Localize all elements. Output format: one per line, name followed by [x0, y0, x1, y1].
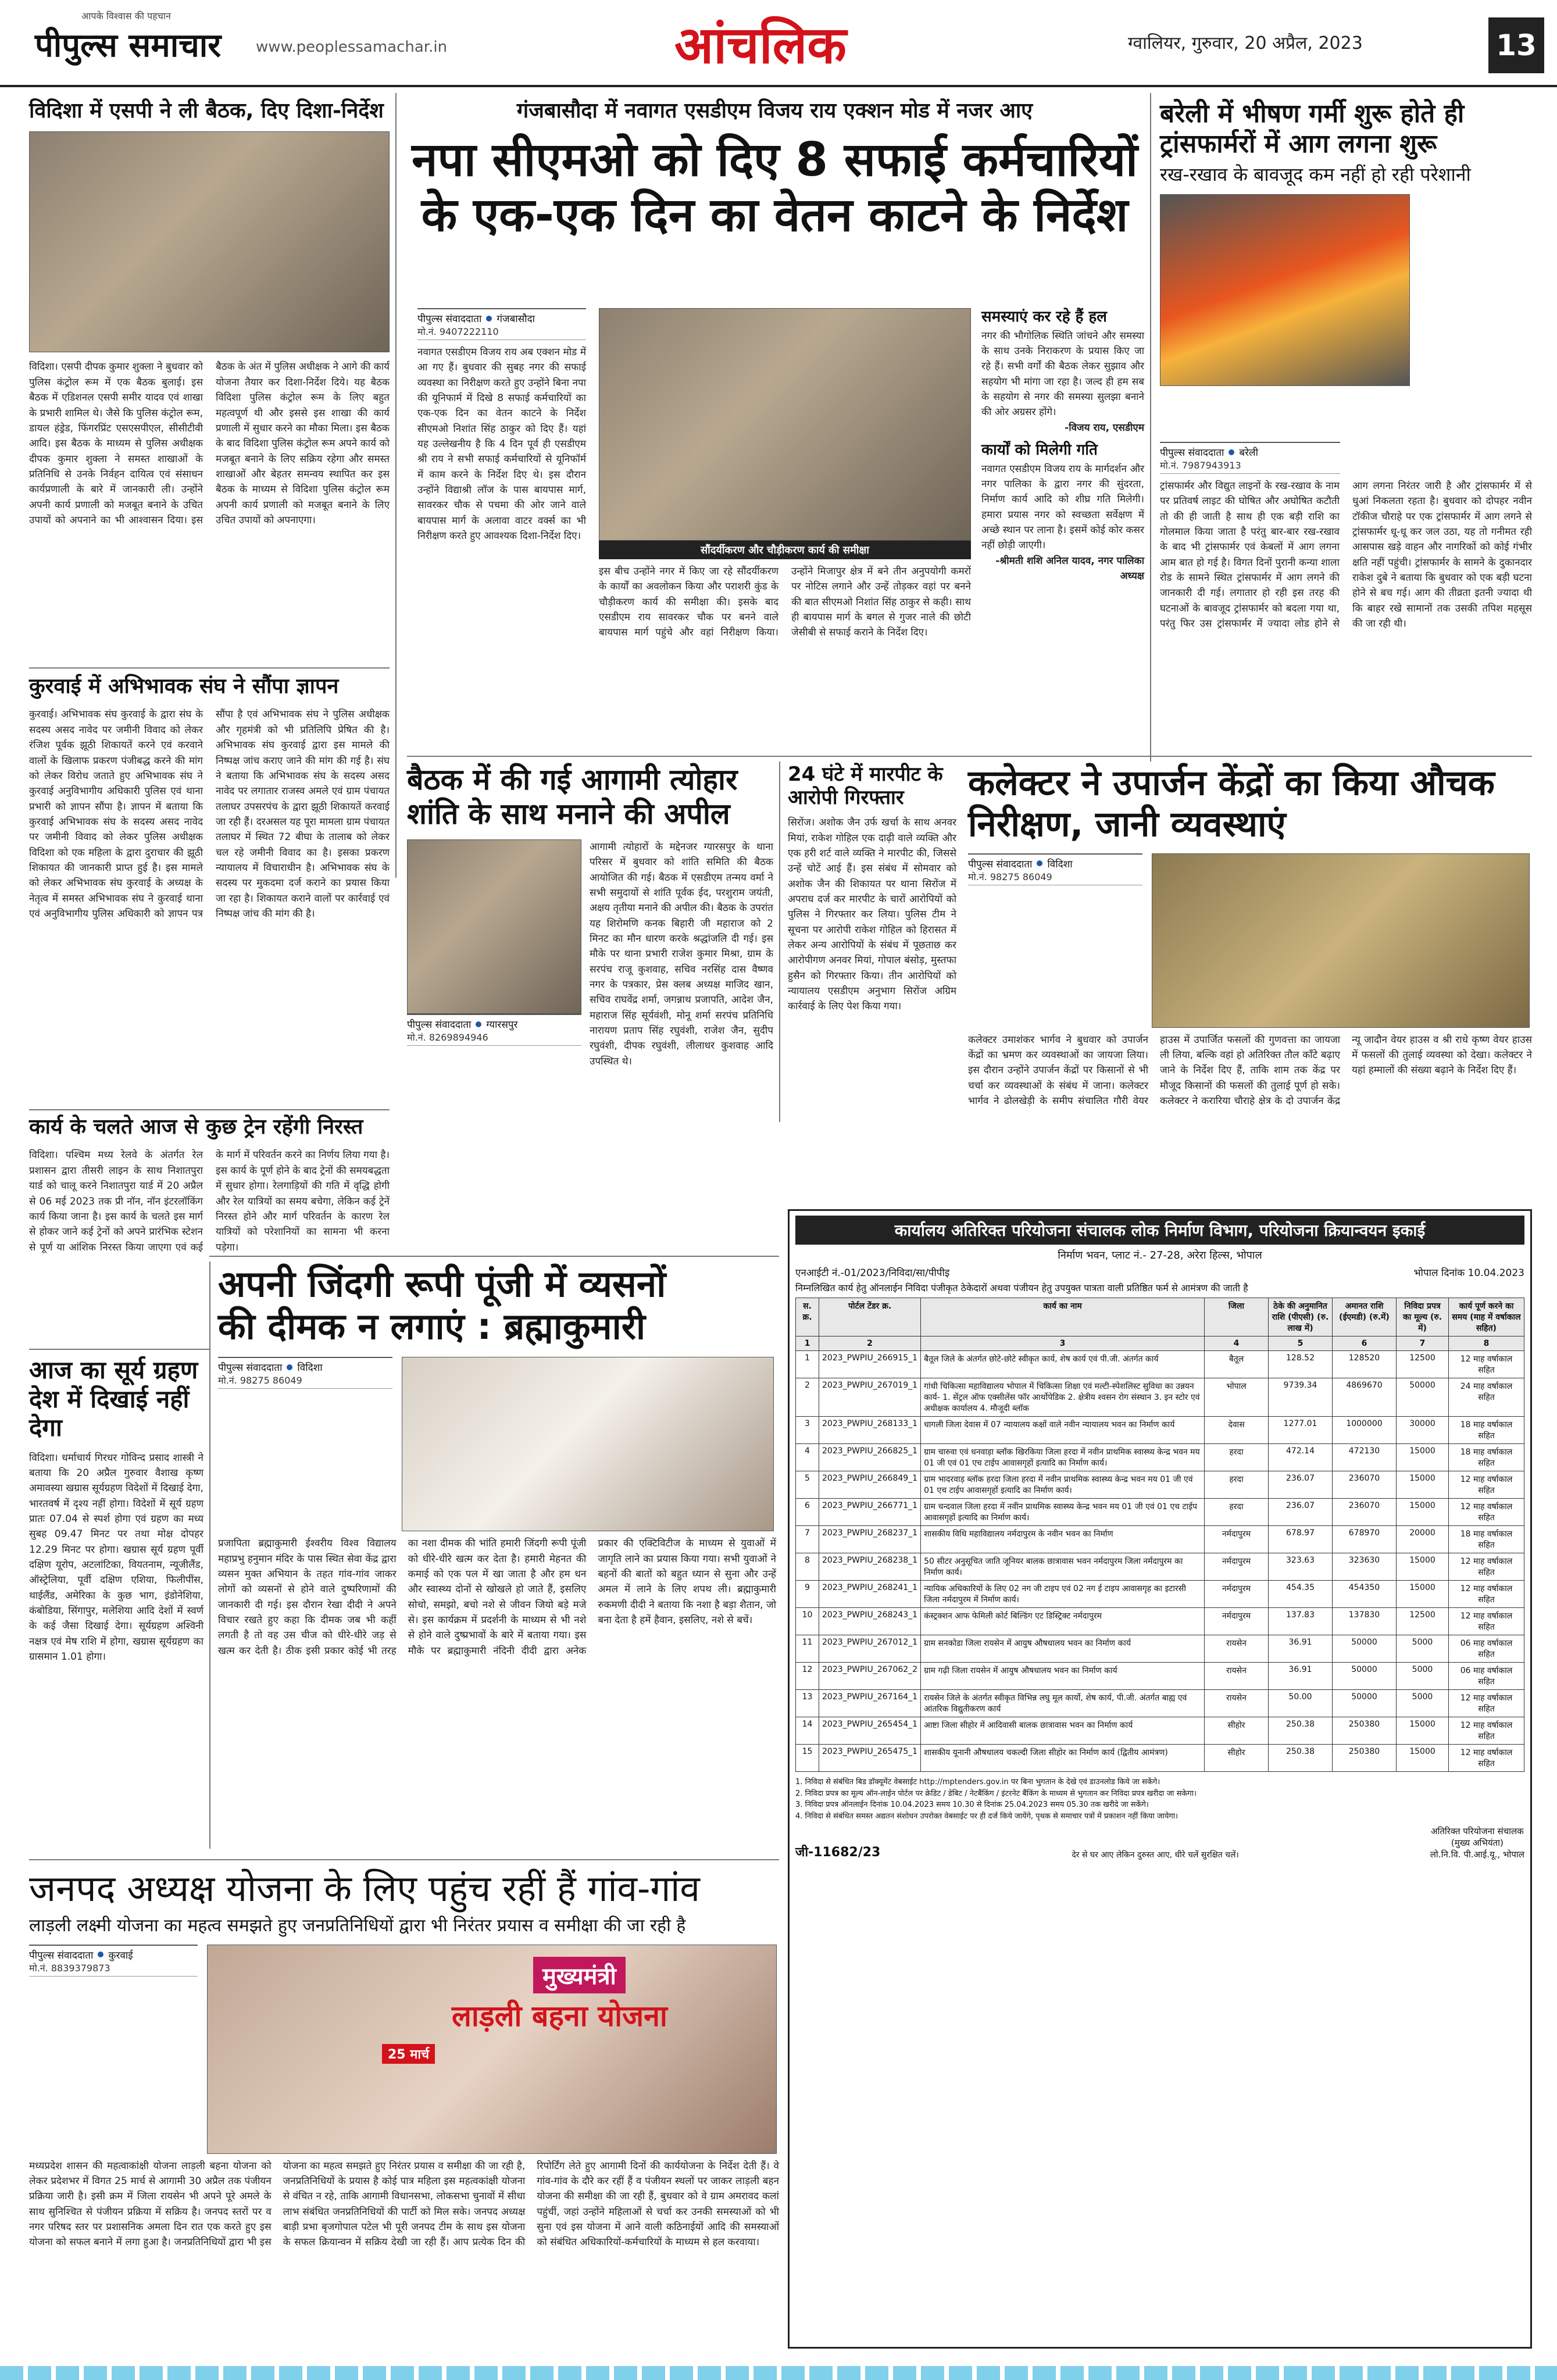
table-cell: 2023_PWPIU_268133_1 [819, 1417, 921, 1444]
table-cell: नर्मदापुरम [1205, 1553, 1269, 1581]
tender-header-row [796, 1298, 1524, 1336]
ganj-photo-block [599, 308, 971, 641]
table-cell: 12 माह वर्षाकाल सहित [1449, 1553, 1524, 1581]
byline: पीपुल्स संवाददाता विदिशा [218, 1357, 392, 1374]
table-cell: ग्राम चन्दवाल जिला हरदा में नवीन प्राथमिक स्वास्थ्य केन्द्र भवन मय 01 जी एवं 01 एच टाईप आवासगृहों इत्यादि का निर्माण कार्य। [921, 1499, 1205, 1526]
bareli-body-block [1160, 308, 1532, 631]
table-cell: 50000 [1333, 1690, 1397, 1717]
table-cell: 15000 [1397, 1499, 1449, 1526]
byline: पीपुल्स संवाददाता बरेली [1160, 442, 1340, 459]
column-rule [209, 1262, 210, 1849]
table-cell: 2023_PWPIU_267062_2 [819, 1663, 921, 1690]
tender-colnum-cell: 8 [1449, 1336, 1524, 1351]
byline: पीपुल्स संवाददाता ग्यारसपुर [407, 1014, 581, 1031]
table-cell: 250380 [1333, 1717, 1397, 1745]
table-cell: 2023_PWPIU_266825_1 [819, 1444, 921, 1471]
tender-colnum-cell: 1 [796, 1336, 819, 1351]
headline: बरेली में भीषण गर्मी शुरू होते ही ट्रांसफार्मरों में आग लगना शुरू [1160, 99, 1465, 159]
table-cell: हरदा [1205, 1471, 1269, 1499]
tender-intro: निम्नलिखित कार्य हेतु ऑनलाईन निविदा पंजीकृत ठेकेदारों अथवा पंजीयन हेतु उपयुक्त पात्रता वाली प्रतिष्ठित फर्म से आमंत्रण की जाती है [795, 1282, 1248, 1293]
section-title: आंचलिक [674, 15, 847, 75]
table-cell: 128520 [1333, 1351, 1397, 1378]
headline: आज का सूर्य ग्रहण देश में दिखाई नहीं देगा [29, 1356, 198, 1442]
table-cell: 472130 [1333, 1444, 1397, 1471]
sidebar-body-2: नवागत एसडीएम विजय राय के मार्गदर्शन और नगर पालिका के द्वारा नगर की सुंदरता, निर्माण कार्य आदि को शीघ्र गति मिलेगी। हमारा प्रयास नगर को स्वच्छता सर्वेक्षण में अच्छे स्थान पर लाना है। इसमें कोई कोर कसर नहीं छोड़ी जाएगी। [981, 463, 1144, 552]
table-cell: 06 माह वर्षाकाल सहित [1449, 1635, 1524, 1663]
table-cell: ग्राम गढ़ी जिला रायसेन में आयुष औषधालय भवन का निर्माण कार्य [921, 1663, 1205, 1690]
table-cell: 236070 [1333, 1499, 1397, 1526]
headline: कुरवाई में अभिभावक संघ ने सौंपा ज्ञापन [29, 674, 339, 698]
tender-note: 4. निविदा से संबंधित समस्त अद्यतन संशोधन उपरोक्त वेबसाईट पर ही दर्ज किये जायेंगे, पृथक से समाचार पत्रों में प्रकाशन नहीं किया जायेगा। [795, 1811, 1178, 1821]
bottom-color-band [0, 2366, 1557, 2380]
table-cell: 1000000 [1333, 1417, 1397, 1444]
article-body: कुरवाई। अभिभावक संघ कुरवाई के द्वारा संघ के सदस्य असद नावेद पर जमीनी विवाद को लेकर रंजिश पूर्वक झूठी शिकायतें करने एवं करवाने वालों के खिलाफ प्रकरण पंजीबद्ध करने की मांग को लेकर विरोध जताते हुए अभिभावक संघ ने कुरवाई अनुविभागीय अधिकारी पुलिस एवं थाना प्रभारी को ज्ञापन सौंपा है। ज्ञापन में बताया कि कुरवाई अभिभावक संघ के सदस्य असद नावेद पर जमीनी विवाद को लेकर पुलिस अधीक्षक विदिशा को एक महिला के द्वारा दुराचार की झूठी शिकायत की जानकारी प्राप्त हुई है। इस मामले को लेकर अभिभावक संघ कुरवाई के अध्यक्ष के नेतृत्व में समस्त अभिभावक संघ ने कुरवाई थाना एवं अनुविभागीय पुलिस अधिकारी को ज्ञापन पत्र सौंपा है एवं अभिभावक संघ ने पुलिस अधीक्षक और गृहमंत्री को भी प्रतिलिपि प्रेषित की है। अभिभावक संघ कुरवाई द्वारा इस मामले की निष्पक्ष जांच कराए जाने की मांग की गई है। संघ ने बताया कि अभिभावक संघ के सदस्य असद नावेद पर लगातार राजस्व अमले एवं ग्राम पंचायत तलाघर उपसरपंच के द्वारा झूठी शिकायतें करवाई जा रही हैं। दरअसल यह पूरा मामला ग्राम पंचायत तलाघर में स्थित 72 बीघा के तालाब को लेकर चल रहे जमीनी विवाद का है। इसका प्रकरण न्यायालय में विचाराधीन है। अभिभावक संघ के सदस्य पर मुकदमा दर्ज कराने का प्रयास किया जा रहा है। शिकायत कराने वालों पर कार्रवाई एवं निष्पक्ष जांच की मांग की है। [29, 709, 390, 920]
table-cell: न्यायिक अधिकारियों के लिए 02 नग जी टाइप एवं 02 नग ई टाइप आवासगृह का इटारसी जिला नर्मदापुरम में निर्माण कार्य। [921, 1581, 1205, 1608]
table-cell: 12 माह वर्षाकाल सहित [1449, 1717, 1524, 1745]
table-cell: ग्राम भादरवाड़ ब्लॉक हरदा जिला हरदा में नवीन प्राथमिक स्वास्थ्य केन्द्र भवन मय 01 जी एवं 01 एच टाईप आवासगृहों इत्यादि का निर्माण कार्य। [921, 1471, 1205, 1499]
table-cell: नर्मदापुरम [1205, 1608, 1269, 1635]
table-cell: 12 माह वर्षाकाल सहित [1449, 1499, 1524, 1526]
dateline: ग्वालियर, गुरुवार, 20 अप्रैल, 2023 [1128, 33, 1363, 53]
table-cell: 137.83 [1269, 1608, 1333, 1635]
table-cell: 9739.34 [1269, 1378, 1333, 1417]
table-cell: 15000 [1397, 1581, 1449, 1608]
article-body: कलेक्टर उमाशंकर भार्गव ने बुधवार को उपार्जन केंद्रों का भ्रमण कर व्यवस्थाओं का जायजा लिया। इस दौरान उन्होंने उपार्जन केंद्रों पर किसानों से भी चर्चा कर व्यवस्थाओं के संबंध में जाना। कलेक्टर भार्गव ने ढोलखेड़ी के समीप संचालित गौरी वेयर हाउस में उपार्जित फसलों की गुणवत्ता का जायजा ली लिया, बल्कि वहां हो अतिरिक्त तौल काँटे बढ़ाए जाने के निर्देश दिए हैं, ताकि शाम तक केंद्र पर मौजूद किसानों की फसलों की तुलाई पूर्ण हो सके। कलेक्टर ने करारिया चौराहे क्षेत्र के दो उपार्जन केंद्र न्यू जादौन वेयर हाउस व श्री राधे कृष्ण वेयर हाउस में फसलों की तुलाई व्यवस्था को देखा। कलेक्टर ने यहां हम्मालों की संख्या बढ़ाने के निर्देश दिए हैं। [968, 1034, 1532, 1107]
table-cell: हरदा [1205, 1444, 1269, 1471]
table-cell: 12 माह वर्षाकाल सहित [1449, 1351, 1524, 1378]
headline-line-1: अपनी जिंदगी रूपी पूंजी में व्यसनों [218, 1263, 666, 1305]
photo-procurement-center [1152, 853, 1530, 1028]
column-rule [1150, 93, 1151, 762]
banner-title: मुख्यमंत्री [533, 1957, 626, 1993]
article-body: विदिशा। धर्माचार्य गिरधर गोविन्द प्रसाद शास्त्री ने बताया कि 20 अप्रैल गुरुवार वैशाख कृष्ण अमावस्या खग्रास सूर्यग्रहण विदेशों में दिखाई देगा, भारतवर्ष में दृश्य नहीं होगा। विदेशों में सूर्य ग्रहण प्रातः 07.04 से स्पर्श होगा एवं ग्रहण का मध्य सुबह 09.47 मिनट पर तथा मोक्ष दोपहर 12.29 मिनट पर होगा। खग्रास सूर्य ग्रहण पूर्वी दक्षिण यूरोप, अटलांटिका, वियतनाम, न्यूजीलैंड, ऑस्ट्रेलिया, पूर्वी दक्षिण एशिया, फिलीपींस, थाईलैंड, अमेरिका के कुछ भाग, इंडोनेशिया, कंबोडिया, सिंगापुर, मलेशिया आदि देशों में स्वर्ण के कई जैसा दिखाई देगा। सूर्यग्रहण अश्विनी नक्षत्र एवं मेष राशि में होगा, खग्रास सूर्यग्रहण का ग्रासमान 1.01 होगा। [29, 1452, 203, 1663]
table-cell: नर्मदापुरम [1205, 1581, 1269, 1608]
table-row [796, 1444, 1524, 1471]
tender-ref: एनआईटी नं.-01/2023/निविदा/सा/पीपीइ [795, 1267, 950, 1279]
table-cell: 5000 [1397, 1635, 1449, 1663]
story-arrest [788, 763, 956, 1014]
section-rule [29, 1349, 209, 1350]
tender-header-cell: पोर्टल टेंडर क्र. [819, 1298, 921, 1336]
tender-colnum-cell: 2 [819, 1336, 921, 1351]
tender-header-cell: अमानत राशि (ईएमडी) (रु.में) [1333, 1298, 1397, 1336]
section-rule [209, 1256, 779, 1257]
table-cell: 472.14 [1269, 1444, 1333, 1471]
sidebar-heading-1: समस्याएं कर रहे हैं हल [981, 308, 1107, 326]
column-rule [779, 762, 780, 1122]
table-cell: सीहोर [1205, 1717, 1269, 1745]
table-row [796, 1417, 1524, 1444]
byline: पीपुल्स संवाददाता विदिशा [968, 853, 1142, 870]
headline-line-2: के एक-एक दिन का वेतन काटने के निर्देश [421, 187, 1129, 242]
section-rule [29, 1109, 390, 1110]
mobile-number: मो.नं. 8839379873 [29, 1961, 198, 1977]
table-row [796, 1378, 1524, 1417]
article-body: विदिशा। पश्चिम मध्य रेलवे के अंतर्गत रेल प्रशासन द्वारा तीसरी लाइन के साथ निशातपुरा यार्ड को चालू करने निशातपुरा यार्ड में 20 अप्रैल से 06 मई 2023 तक प्री नॉन, नॉन इंटरलॉकिंग कार्य किया जाना है। इस कार्य के चलते इस मार्ग से होकर जाने कई ट्रेनों को अपने प्रारंभिक स्टेशन से पूर्ण या आंशिक निरस्त किया जाएगा एवं कई के मार्ग में परिवर्तन करने का निर्णय लिया गया है। इस कार्य के पूर्ण होने के बाद ट्रेनों की समयबद्धता में सुधार होगा। रेलगाड़ियों की गति में वृद्धि होगी और रेल यात्रियों का समय बचेगा, लेकिन कई ट्रेनें निरस्त होने और मार्ग परिवर्तन के कारण रेल यात्रियों को परेशानियों का सामना भी करना पड़ेगा। [29, 1149, 390, 1253]
tender-header-cell: कार्य का नाम [921, 1298, 1205, 1336]
table-cell: 2023_PWPIU_266771_1 [819, 1499, 921, 1526]
table-cell: 5000 [1397, 1690, 1449, 1717]
tender-footer: देर से घर आए लेकिन दुरुस्त आए, धीरे चलें सुरक्षित चलें। [1072, 1850, 1239, 1860]
tender-header-cell: निविदा प्रपत्र का मूल्य (रु. में) [1397, 1298, 1449, 1336]
tender-note: 2. निविदा प्रपत्र का मूल्य ऑन-लाईन पोर्टल पर क्रेडिट / डेबिट / नेटबैंकिंग / इंटरनेट बैंकिंग के माध्यम से भुगतान कर निविदा प्रपत्र खरीदा जा सकेगा। [795, 1789, 1197, 1798]
table-cell: 250.38 [1269, 1745, 1333, 1772]
table-cell: कंस्ट्रक्शन आफ फेमिली कोर्ट बिल्डिंग एट डिस्ट्रिक्ट नर्मदापुरम [921, 1608, 1205, 1635]
sidebar-quote-1: -विजय राय, एसडीएम [1065, 421, 1144, 434]
table-cell: 50000 [1333, 1663, 1397, 1690]
tender-notice [788, 1209, 1532, 2349]
story-brahmakumari [218, 1263, 776, 1659]
tender-address: निर्माण भवन, प्लाट नं.- 27-28, अरेरा हिल्स, भोपाल [1058, 1249, 1262, 1262]
story-collector [968, 763, 1532, 1109]
headline: कार्य के चलते आज से कुछ ट्रेन रहेंगी निरस्त [29, 1115, 363, 1139]
table-cell: 128.52 [1269, 1351, 1333, 1378]
table-cell: ग्राम सनकोडा जिला रायसेन में आयुष औषधालय भवन का निर्माण कार्य [921, 1635, 1205, 1663]
table-cell: 2023_PWPIU_268238_1 [819, 1553, 921, 1581]
table-cell: 2023_PWPIU_265454_1 [819, 1717, 921, 1745]
tender-header-cell: कार्य पूर्ण करने का समय (माह में वर्षाकाल सहित) [1449, 1298, 1524, 1336]
mobile-number: मो.नं. 9407222110 [417, 325, 586, 340]
caption-body: इस बीच उन्होंने नगर में किए जा रहे सौंदर्यीकरण के कार्यों का अवलोकन किया और पराशरी कुंड के चौड़ीकरण कार्य की समीक्षा की। इसके बाद एसडीएम राय सावरकर चौक पर बनने वाले बायपास मार्ग पहुंचे और वहां निरीक्षण किया। उन्होंने मिजापुर क्षेत्र में बने तीन अनुपयोगी कमरों पर नोटिस लगाने और उन्हें तोड़कर वहां पर बनने की बात सीएमओ निशांत सिंह ठाकुर से कही। साथ ही बायपास मार्ग के बगल से गुजर नाले की छोटी जेसीबी से सफाई कराने के निर्देश दिए। [599, 566, 971, 639]
sidebar-heading-2: कार्यों को मिलेगी गति [981, 441, 1098, 459]
table-cell: 18 माह वर्षाकाल सहित [1449, 1444, 1524, 1471]
table-cell: 12 माह वर्षाकाल सहित [1449, 1581, 1524, 1608]
table-cell: बैतूल [1205, 1351, 1269, 1378]
tender-note: 3. निविदा प्रपत्र ऑनलाईन दिनांक 10.04.2023 समय 10.30 से दिनांक 25.04.2023 समय 05.30 तक खरीदे जा सकेंगे। [795, 1800, 1149, 1809]
table-cell: हरदा [1205, 1499, 1269, 1526]
mobile-number: मो.नं. 8269894946 [407, 1031, 581, 1046]
table-cell: रायसेन जिले के अंतर्गत स्वीकृत विभिन्न लघु मूल कार्यो, शेष कार्य, पी.जी. अंतर्गत बाह्य एवं आंतरिक विद्युतीकरण कार्य [921, 1690, 1205, 1717]
table-cell: 50 सीटर अनुसूचित जाति जूनियर बालक छात्रावास भवन नर्मदापुरम जिला नर्मदापुरम का निर्माण कार्य। [921, 1553, 1205, 1581]
headline-line-1: नपा सीएमओ को दिए 8 सफाई कर्मचारियों [412, 133, 1138, 187]
article-body: आगामी त्योहारों के मद्देनजर ग्यारसपुर के थाना परिसर में बुधवार को शांति समिति की बैठक आयोजित की गई। बैठक में एसडीएम तन्मय वर्मा ने सभी समुदायों से शांति पूर्वक ईद, परशुराम जयंती, अक्षय तृतीया मनाने की अपील की। बैठक के उपरांत यह शिरोमणि कनक बिहारी जी महाराज को 2 मिनट का मौन धारण करके श्रद्धांजलि दी गई। इस मौके पर थाना प्रभारी राजेश कुमार मिश्रा, ग्राम के सरपंच राजू कुशवाह, सचिव नरसिंह दास वैष्णव नगर के पत्रकार, प्रेस क्लब अध्यक्ष माजिद खान, सचिव राघवेंद्र शर्मा, जगन्नाथ प्रजापति, आदेश जैन, महाराज सिंह सूर्यवंशी, मोनू शर्मा सरपंच प्रतिनिधि नारायण प्रताप सिंह रघुवंशी, राजेश जैन, सुदीप रघुवंशी, दीपक रघुवंशी, लीलाधर कुशवाह आदि उपस्थित थे। [590, 841, 773, 1067]
table-row [796, 1635, 1524, 1663]
subhead: रख-रखाव के बावजूद कम नहीं हो रही परेशानी [1160, 163, 1471, 185]
bullet-icon [1037, 860, 1042, 866]
article-body: प्रजापिता ब्रह्माकुमारी ईश्वरीय विश्व विद्यालय महाप्रभु हनुमान मंदिर के पास स्थित सेवा केंद्र द्वारा व्यसन मुक्त अभियान के तहत गांव-गांव जाकर लोगों को व्यसनों से होने वाले दुष्परिणामों की जानकारी दी गई। इस दौरान रेखा दीदी ने अपने विचार रखते हुए कहा कि दीमक जब भी कहीं लगती है तो वह उस चीज को धीरे-धीरे जड़ से खत्म कर देती है। ठीक इसी प्रकार कोई भी तरह का नशा दीमक की भांति हमारी जिंदगी रूपी पूंजी को धीरे-धीरे खत्म कर देता है। हमारी मेहनत की कमाई को एक पल में खा जाता है और हम धन और स्वास्थ्य दोनों से खोखले हो जाते हैं, इसलिए सोचो, समझो, बचो नशे से जीवन जियो बड़े मजे से। इस कार्यक्रम में प्रदर्शनी के माध्यम से भी नशे से होने वाले दुष्प्रभावों के बारे में बताया गया। इस मौके पर ब्रह्माकुमारी नंदिनी दीदी द्वारा अनेक प्रकार की एक्टिविटीज के माध्यम से युवाओं में जागृति लाने का प्रयास किया गया। सभी युवाओं ने बहनों की बातों को बहुत ध्यान से सुना और उन्हें अमल में लाने के लिए शपथ ली। ब्रह्माकुमारी रुकमणी दीदी ने बताया कि नशा है बड़ा शैतान, जो बना देता है हमें हैवान, इसलिए, नशे से बचें। [218, 1538, 776, 1657]
page-number: 13 [1488, 17, 1544, 73]
table-cell: 678.97 [1269, 1526, 1333, 1553]
table-cell: 323630 [1333, 1553, 1397, 1581]
section-rule [29, 1859, 779, 1860]
tender-code: जी-11682/23 [795, 1845, 881, 1860]
table-cell: 236070 [1333, 1471, 1397, 1499]
headline: कलेक्टर ने उपार्जन केंद्रों का किया औचक निरीक्षण, जानी व्यवस्थाएं [968, 763, 1495, 845]
story-kurwai [29, 674, 390, 921]
table-cell: 12500 [1397, 1608, 1449, 1635]
table-row [796, 1717, 1524, 1745]
table-cell: 15000 [1397, 1471, 1449, 1499]
table-cell: सीहोर [1205, 1745, 1269, 1772]
tender-colnum-cell: 6 [1333, 1336, 1397, 1351]
table-cell: 12500 [1397, 1351, 1449, 1378]
table-cell: 8 [796, 1553, 819, 1581]
table-cell: 50.00 [1269, 1690, 1333, 1717]
table-cell: 454350 [1333, 1581, 1397, 1608]
table-row [796, 1663, 1524, 1690]
mobile-number: मो.नं. 98275 86049 [968, 870, 1142, 885]
table-cell: 1 [796, 1351, 819, 1378]
table-cell: 323.63 [1269, 1553, 1333, 1581]
headline: 24 घंटे में मारपीट के आरोपी गिरफ्तार [788, 763, 943, 810]
subhead: लाड़ली लक्ष्मी योजना का महत्व समझते हुए जनप्रतिनिधियों द्वारा भी निरंतर प्रयास व समीक्षा की जा रही है [29, 1916, 686, 1936]
tender-colnum-cell: 4 [1205, 1336, 1269, 1351]
mobile-number: मो.नं. 98275 86049 [218, 1374, 392, 1389]
table-cell: 2023_PWPIU_267164_1 [819, 1690, 921, 1717]
story-ladli-behna [29, 1867, 779, 2250]
bullet-icon [1229, 449, 1234, 455]
table-cell: 2023_PWPIU_268241_1 [819, 1581, 921, 1608]
table-cell: 1277.01 [1269, 1417, 1333, 1444]
table-cell: 2 [796, 1378, 819, 1417]
section-rule [407, 756, 1532, 757]
headline: जनपद अध्यक्ष योजना के लिए पहुंच रहीं हैं गांव-गांव [29, 1867, 700, 1910]
table-cell: 5000 [1397, 1663, 1449, 1690]
table-cell: 15000 [1397, 1745, 1449, 1772]
masthead-url[interactable]: www.peoplessamachar.in [256, 38, 448, 56]
table-cell: 678970 [1333, 1526, 1397, 1553]
tender-note: 1. निविदा से संबंधित बिड डॉक्यूमेंट वेबसाईट http://mptenders.gov.in पर बिना भुगतान के देखे एवं डाउनलोड किये जा सकेंगे। [795, 1778, 1160, 1786]
signature-line-3: लो.नि.वि. पी.आई.यू., भोपाल [1430, 1849, 1524, 1860]
tender-header-cell: ठेके की अनुमानित राशि (पीएसी) (रु. लाख में) [1269, 1298, 1333, 1336]
table-cell: 2023_PWPIU_266915_1 [819, 1351, 921, 1378]
story-festival-meeting [407, 763, 773, 1182]
table-cell: 454.35 [1269, 1581, 1333, 1608]
article-body: सिरोंज। अशोक जैन उर्फ खर्चा के साथ अनवर मियां, राकेश गोहिल एक दाढ़ी वाले व्यक्ति और एक हरी शर्ट वाले व्यक्ति ने मारपीट की, जिससे उन्हें चोटें आई हैं। इस संबंध में सोमवार को अशोक जैन की शिकायत पर थाना सिरोंज में अपराध दर्ज कर मारपीट के चारों आरोपियों को पुलिस ने गिरफ्तार कर लिया। पुलिस टीम ने सूचना पर आरोपी राकेश गोहिल को हिरासत में लेकर अन्य आरोपियों के संबंध में पूछताछ कर आरोपीगण अनवर मियां, गोपाल बंसोड़, मुस्तफा हुसैन को गिरफ्तार किया। तीन आरोपियों को न्यायालय एसडीएम अनुभाग सिरोंज अग्रिम कार्रवाई के लिए पेश किया गया। [788, 817, 956, 1013]
table-row [796, 1351, 1524, 1378]
byline: पीपुल्स संवाददाता गंजबासौदा [417, 308, 586, 325]
signature-line-2: (मुख्य अभियंता) [1451, 1838, 1504, 1848]
table-cell: 20000 [1397, 1526, 1449, 1553]
table-cell: 10 [796, 1608, 819, 1635]
photo-brahmakumari-event [402, 1357, 774, 1531]
story-sp-meeting [29, 99, 390, 528]
table-cell: ग्राम चारुवा एवं धनवाड़ा ब्लॉक खिरकिया जिला हरदा में नवीन प्राथमिक स्वास्थ्य केन्द्र भवन मय 01 जी एवं 01 एच टाईप आवासगृहों इत्यादि का निर्माण कार्य। [921, 1444, 1205, 1471]
table-cell: 2023_PWPIU_268243_1 [819, 1608, 921, 1635]
story-eclipse [29, 1356, 203, 1664]
table-cell: आष्टा जिला सीहोर में आदिवासी बालक छात्रावास भवन का निर्माण कार्य [921, 1717, 1205, 1745]
table-cell: 4 [796, 1444, 819, 1471]
table-cell: शासकीय यूनानी औषधालय चकल्दी जिला सीहोर का निर्माण कार्य (द्वितीय आमंत्रण) [921, 1745, 1205, 1772]
table-cell: 15000 [1397, 1553, 1449, 1581]
tender-notes [795, 1777, 1524, 1822]
tender-title: कार्यालय अतिरिक्त परियोजना संचालक लोक निर्माण विभाग, परियोजना क्रियान्वयन इकाई [795, 1216, 1524, 1245]
bullet-icon [486, 316, 492, 321]
signature-line-1: अतिरिक्त परियोजना संचालक [1431, 1826, 1524, 1836]
table-cell: 36.91 [1269, 1663, 1333, 1690]
table-cell: गांधी चिकित्सा महाविद्यालय भोपाल में चिकित्सा शिक्षा एवं मल्टी-स्पेशलिस्ट सुविधा का उन्नयन कार्य- 1. सेंट्रल ऑफ एक्सीलेंस फॉर आर्थोपेडिक 2. क्षेत्रीय श्वसन रोग संस्थान 3. इन स्टोर एवं अधीक्षक कार्यालय 4. मौजूदी ब्लॉक [921, 1378, 1205, 1417]
bullet-icon [98, 1952, 103, 1957]
banner-subtitle: लाड़ली बहना योजना [452, 1999, 667, 2033]
table-row [796, 1690, 1524, 1717]
mobile-number: मो.नं. 7987943913 [1160, 459, 1340, 474]
table-cell: 7 [796, 1526, 819, 1553]
article-body: ट्रांसफार्मर और विद्युत लाइनों के रख-रखाव के नाम पर प्रतिवर्ष लाइट की घोषित और अघोषित कटौती तो की ही जाती है साथ ही एक बड़ी राशि का गोलमाल किया जाता है परंतु बार-बार रख-रखाव के बाद भी ट्रांसफार्मर एवं केबलों में आग लगना आम बात हो गई है। विगत दिनों पुरानी कन्या शाला रोड के सामने स्थित ट्रांसफार्मर में आग लगने की जानकारी दी गई। लगातार हो रही इस तरह की घटनाओं के बावजूद ट्रांसफार्मर को बदला गया था, परंतु फिर उस ट्रांसफार्मर में ज्यादा लोड होने से आग लगना निरंतर जारी है और ट्रांसफार्मर में से धुआं निकलता रहता है। बुधवार को दोपहर नवीन टॉकीज चौराहे पर एक ट्रांसफार्मर में आग लगने से ट्रांसफार्मर धू-धू कर जल उठा, यह तो गनीमत रही आसपास खड़े वाहन और नागरिकों को कोई गंभीर क्षति नहीं पहुंची। ट्रांसफार्मर के सामने के दुकानदार राकेश दुबे ने बताया कि बुधवार को एक बड़ी घटना होने से बच गई। आग की तीव्रता इतनी ज्यादा थी कि बाहर रखे सामानों तक उसकी तपिश महसूस की जा रही थी। [1160, 480, 1532, 630]
table-cell: नर्मदापुरम [1205, 1526, 1269, 1553]
table-cell: 2023_PWPIU_267019_1 [819, 1378, 921, 1417]
table-cell: 50000 [1333, 1635, 1397, 1663]
table-cell: 12 माह वर्षाकाल सहित [1449, 1690, 1524, 1717]
table-cell: 11 [796, 1635, 819, 1663]
column-rule [395, 93, 397, 878]
table-cell: 2023_PWPIU_265475_1 [819, 1745, 921, 1772]
headline-line-2: की दीमक न लगाएं : ब्रह्माकुमारी [218, 1305, 646, 1348]
article-body: विदिशा। एसपी दीपक कुमार शुक्ला ने बुधवार को पुलिस कंट्रोल रूम में एक बैठक बुलाई। इस बैठक में एडिशनल एसपी समीर यादव एवं शाखा के प्रभारी शामिल थे। जैसे कि पुलिस कंट्रोल रूम, डायल हंड्रेड, फिंगरप्रिंट एसएसपीएल, सीसीटीवी आदि। इस बैठक के माध्यम से पुलिस अधीक्षक दीपक कुमार शुक्ला ने समस्त शाखाओं के प्रतिनिधि से उनके निर्वहन दायित्व एवं संसाधन कार्यप्रणाली के बारे में जानकारी ली। उन्होंने अपनी कार्य प्रणाली को मजबूत बनाने के उचित उपायों को अपनाने का भी आश्वासन दिया। इस बैठक के अंत में पुलिस अधीक्षक ने आगे की कार्य योजना तैयार कर दिशा-निर्देश दिये। यह बैठक विदिशा पुलिस कंट्रोल रूम के लिए बहुत महत्वपूर्ण थी और इससे इस शाखा की कार्य प्रणाली में सुधार करने का मौका मिला। इस बैठक के बाद विदिशा पुलिस कंट्रोल रूम अपने कार्य को मजबूत बनाने के लिए सक्रिय रहेगा और समस्त शाखाओं और बेहतर समन्वय स्थापित कर इस बैठक के माध्यम से विदिशा पुलिस कंट्रोल रूम अपनी कार्य प्रणाली को मजबूत बनाने के लिए उचित उपायों को अपनाएगा। [29, 361, 390, 526]
table-cell: 12 माह वर्षाकाल सहित [1449, 1745, 1524, 1772]
table-cell: 12 माह वर्षाकाल सहित [1449, 1608, 1524, 1635]
tender-colnum-cell: 5 [1269, 1336, 1333, 1351]
section-rule [29, 667, 390, 669]
table-cell: शासकीय विधि महाविद्यालय नर्मदापुरम के नवीन भवन का निर्माण [921, 1526, 1205, 1553]
photo-inspection [599, 308, 971, 541]
table-cell: 4869670 [1333, 1378, 1397, 1417]
tender-colnum-row [796, 1336, 1524, 1351]
table-row [796, 1553, 1524, 1581]
table-cell: 50000 [1397, 1378, 1449, 1417]
table-cell: बैतूल जिले के अंतर्गत छोटे-छोटे स्वीकृत कार्य, शेष कार्य एवं पी.जी. अंतर्गत कार्य [921, 1351, 1205, 1378]
tender-table [795, 1298, 1524, 1772]
table-row [796, 1499, 1524, 1526]
table-cell: भोपाल [1205, 1378, 1269, 1417]
ganj-byline-block [417, 308, 586, 544]
table-cell: 24 माह वर्षाकाल सहित [1449, 1378, 1524, 1417]
table-cell: 18 माह वर्षाकाल सहित [1449, 1417, 1524, 1444]
bullet-icon [476, 1021, 481, 1027]
table-cell: 236.07 [1269, 1499, 1333, 1526]
headline: बैठक में की गई आगामी त्योहार शांति के साथ मनाने की अपील [407, 763, 738, 831]
table-cell: धागली जिला देवास में 07 न्यायालय कक्षों वाले नवीन न्यायालय भवन का निर्माण कार्य [921, 1417, 1205, 1444]
article-body: मध्यप्रदेश शासन की महत्वाकांक्षी योजना लाड़ली बहना योजना को लेकर प्रदेशभर में विगत 25 मार्च से आगामी 30 अप्रैल तक पंजीयन प्रक्रिया जारी है। इसी क्रम में जिला रायसेन भी अपने पूरे अमले के साथ सुनिश्चित से पंजीयन प्रक्रिया में सक्रिय है। जनपद स्तरों पर व नगर परिषद स्तर पर प्रशासनिक अमला दिन रात एक करते हुए इस योजना को सफल बनाने में लगा हुआ है। जनप्रतिनिधियों द्वारा भी इस योजना का महत्व समझते हुए निरंतर प्रयास व समीक्षा की जा रही है, जनप्रतिनिधियों के प्रयास है कोई पात्र महिला इस महत्वकांक्षी योजना से वंचित न रहे, ताकि आगामी विधानसभा, लोकसभा चुनावों में सीधा लाभ संबंधित जनप्रतिनिधियों की पार्टी को मिल सके। जनपद अध्यक्ष बाड़ी प्रभा बृजगोपाल पटेल भी पूरी जनपद टीम के साथ इस योजना के सफल क्रियान्वन में सक्रिय देखी जा रही हैं। आप प्रत्येक दिन की रिपोर्टिंग लेते हुए आगामी दिनों की कार्ययोजना के निर्देश देती हैं। वे गांव-गांव के दौरे कर रहीं हैं व पंजीयन स्थलों पर जाकर लाड़ली बहन योजना की समीक्षा की जा रही हैं, बुधवार को वे ग्राम अमरावद कलां पहुंचीं, जहां उन्होंने महिलाओं से चर्चा कर उनकी समस्याओं को भी सुना एवं इस योजना में आने वाली कठिनाईयों आदि की समस्याओं को संबंधित अधिकारियों-कर्मचारियों के माध्यम से हल करवाया। [29, 2160, 779, 2249]
table-cell: 14 [796, 1717, 819, 1745]
story-ganjbasoda [407, 99, 1142, 255]
table-cell: 36.91 [1269, 1635, 1333, 1663]
table-cell: 137830 [1333, 1608, 1397, 1635]
table-cell: 30000 [1397, 1417, 1449, 1444]
table-cell: 18 माह वर्षाकाल सहित [1449, 1526, 1524, 1553]
kicker: गंजबासौदा में नवागत एसडीएम विजय राय एक्शन मोड में नजर आए [516, 99, 1033, 123]
table-cell: 15 [796, 1745, 819, 1772]
table-row [796, 1526, 1524, 1553]
headline: विदिशा में एसपी ने ली बैठक, दिए दिशा-निर्देश [29, 99, 384, 123]
table-cell: रायसेन [1205, 1690, 1269, 1717]
sidebar-quote-2: -श्रीमती शशि अनिल यादव, नगर पालिका अध्यक्ष [995, 555, 1144, 583]
table-cell: 12 [796, 1663, 819, 1690]
table-row [796, 1471, 1524, 1499]
table-cell: रायसेन [1205, 1663, 1269, 1690]
ganj-sidebar [981, 308, 1144, 584]
table-cell: 250.38 [1269, 1717, 1333, 1745]
table-cell: 15000 [1397, 1444, 1449, 1471]
table-cell: 3 [796, 1417, 819, 1444]
sidebar-body-1: नगर की भौगोलिक स्थिति जांचने और समस्या के साथ उनके निराकरण के प्रयास किए जा रहे हैं। सभी वर्गों की बैठक लेकर सुझाव और सहयोग भी मांगा जा रहा है। जल्द ही हम सब के सहयोग से नगर की समस्या सुलझा बनाने की ओर अग्रसर होंगे। [981, 330, 1144, 419]
tender-date: भोपाल दिनांक 10.04.2023 [1413, 1267, 1524, 1279]
banner-date: 25 मार्च [382, 2044, 435, 2064]
masthead-tagline: आपके विश्वास की पहचान [81, 10, 171, 22]
masthead [0, 0, 1557, 87]
table-cell: 2023_PWPIU_268237_1 [819, 1526, 921, 1553]
table-cell: 236.07 [1269, 1471, 1333, 1499]
tender-colnum-cell: 3 [921, 1336, 1205, 1351]
article-body: नवागत एसडीएम विजय राय अब एक्शन मोड में आ गए हैं। बुधवार की सुबह नगर की सफाई व्यवस्था का निरीक्षण करते हुए उन्होंने बिना नपा की यूनिफार्म में दिखे 8 सफाई कर्मचारियों का एक-एक दिन का वेतन काटने के निर्देश सीएमओ निशांत सिंह ठाकुर को दिए हैं। यहां यह उल्लेखनीय है कि 4 दिन पूर्व ही एसडीएम श्री राय ने सभी सफाई कर्मचारियों से यूनिफॉर्म में काम करने के निर्देश दिए थे। इस दौरान उन्होंने विद्याश्री लॉज के पास बायपास मार्ग, सावरकर चौक से पचमा की ओर जाने वाले बायपास मार्ग के अलावा वाटर वर्क्स का भी निरीक्षण करते हुए आवश्यक दिशा-निर्देश दिए। [417, 346, 586, 542]
table-cell: 2023_PWPIU_267012_1 [819, 1635, 921, 1663]
table-row [796, 1608, 1524, 1635]
story-trains [29, 1115, 390, 1255]
bullet-icon [287, 1364, 292, 1370]
photo-sp-meeting [29, 131, 390, 352]
tender-header-cell: जिला [1205, 1298, 1269, 1336]
byline: पीपुल्स संवाददाता कुरवाई [29, 1945, 198, 1961]
photo-ladli-behna-event [207, 1945, 777, 2154]
table-cell: 15000 [1397, 1717, 1449, 1745]
table-cell: 12 माह वर्षाकाल सहित [1449, 1471, 1524, 1499]
table-row [796, 1581, 1524, 1608]
table-cell: 9 [796, 1581, 819, 1608]
table-cell: 6 [796, 1499, 819, 1526]
photo-peace-committee [407, 839, 581, 1014]
tender-colnum-cell: 7 [1397, 1336, 1449, 1351]
table-cell: देवास [1205, 1417, 1269, 1444]
table-cell: 2023_PWPIU_266849_1 [819, 1471, 921, 1499]
photo-caption: सौंदर्यीकरण और चौड़ीकरण कार्य की समीक्षा [599, 541, 971, 559]
table-cell: 250380 [1333, 1745, 1397, 1772]
table-cell: 06 माह वर्षाकाल सहित [1449, 1663, 1524, 1690]
table-row [796, 1745, 1524, 1772]
table-cell: 5 [796, 1471, 819, 1499]
tender-header-cell: स. क्र. [796, 1298, 819, 1336]
table-cell: रायसेन [1205, 1635, 1269, 1663]
masthead-logo: पीपुल्स समाचार [35, 26, 222, 65]
table-cell: 13 [796, 1690, 819, 1717]
